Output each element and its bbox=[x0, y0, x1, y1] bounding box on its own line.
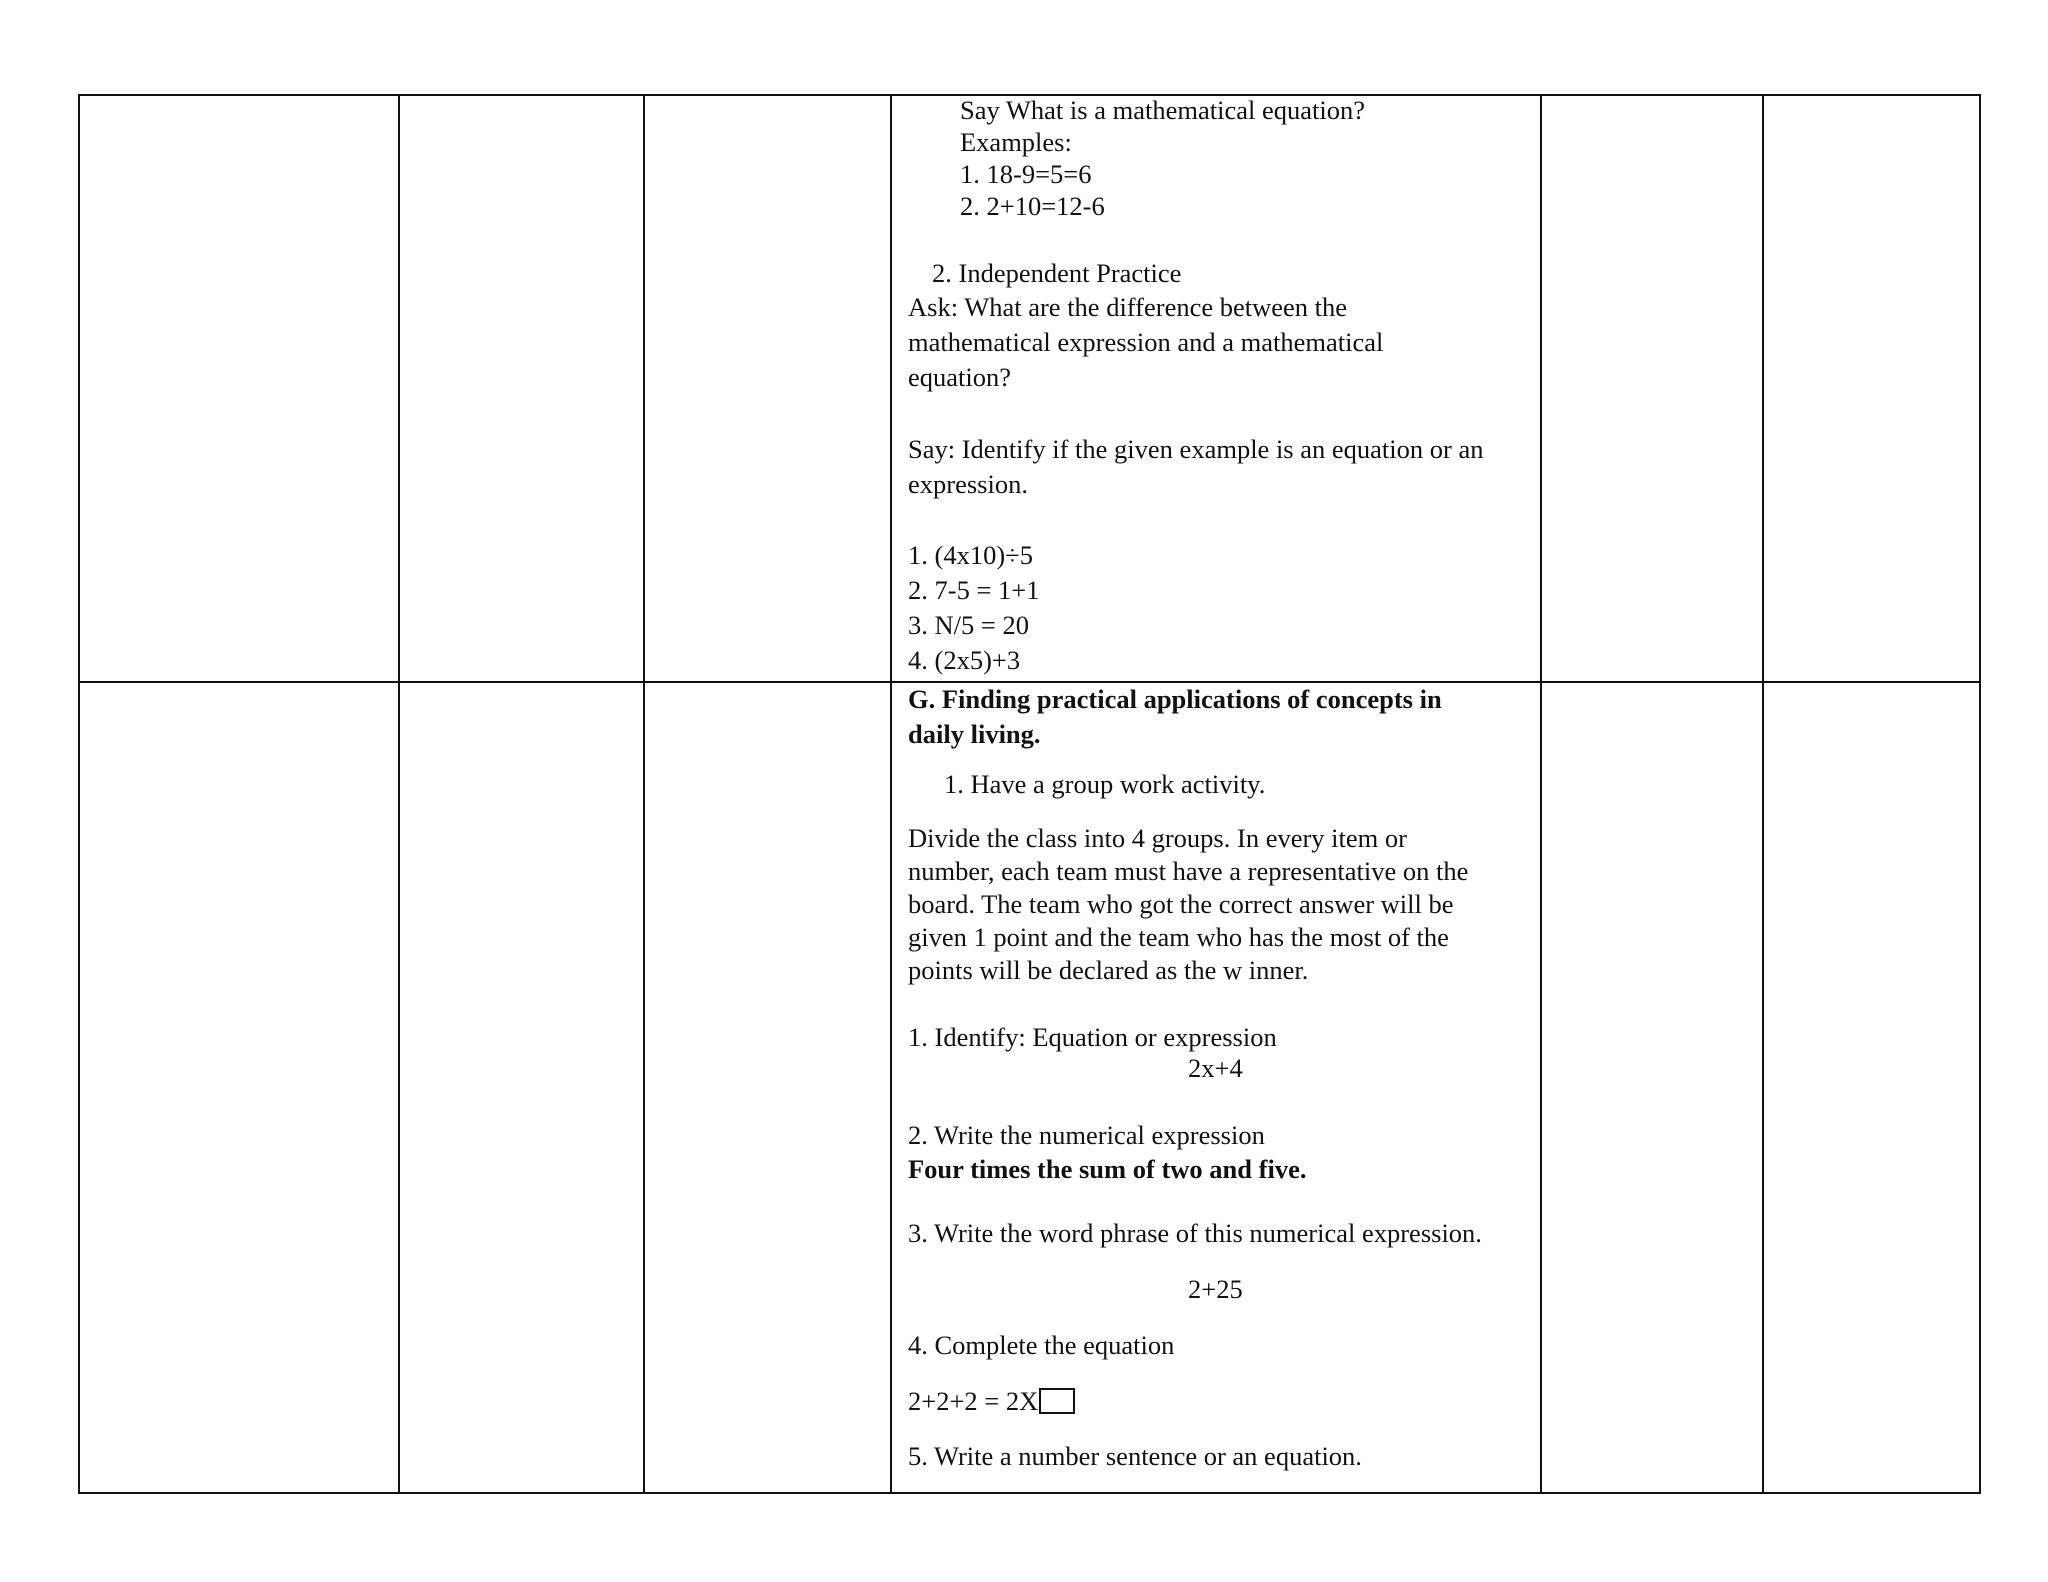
say-line: Say: Identify if the given example is an equation or an bbox=[908, 434, 1484, 464]
question-4-label: 4. Complete the equation bbox=[908, 1330, 1175, 1360]
list-item: 1. (4x10)÷5 bbox=[908, 540, 1033, 570]
ask-line: mathematical expression and a mathematical bbox=[908, 327, 1384, 357]
equation-text: 2+2+2 = 2X bbox=[908, 1386, 1039, 1416]
list-item: 2. 7-5 = 1+1 bbox=[908, 575, 1040, 605]
column-divider bbox=[643, 96, 645, 1492]
intro-line: Say What is a mathematical equation? bbox=[960, 95, 1365, 125]
question-2-label: 2. Write the numerical expression bbox=[908, 1120, 1265, 1150]
answer-box bbox=[1039, 1388, 1075, 1414]
intro-line: 2. 2+10=12-6 bbox=[960, 191, 1105, 221]
list-item: 3. N/5 = 20 bbox=[908, 610, 1029, 640]
question-4-equation bbox=[908, 1384, 1482, 1418]
divide-line: given 1 point and the team who has the most of the bbox=[908, 922, 1449, 952]
question-1-label: 1. Identify: Equation or expression bbox=[908, 1022, 1277, 1052]
ask-line: Ask: What are the difference between the bbox=[908, 292, 1348, 322]
column-divider bbox=[1540, 96, 1542, 1492]
practice-heading: 2. Independent Practice bbox=[932, 258, 1182, 288]
question-3-expression: 2+25 bbox=[1188, 1274, 1243, 1304]
list-item: 4. (2x5)+3 bbox=[908, 645, 1021, 675]
say-line: expression. bbox=[908, 469, 1028, 499]
ask-line: equation? bbox=[908, 362, 1012, 392]
question-5-label: 5. Write a number sentence or an equation. bbox=[908, 1441, 1362, 1471]
question-2-phrase: Four times the sum of two and five. bbox=[908, 1154, 1307, 1184]
column-divider bbox=[398, 96, 400, 1492]
divide-line: number, each team must have a representative on the bbox=[908, 856, 1469, 886]
section-heading: G. Finding practical applications of concepts in bbox=[908, 684, 1442, 714]
column-divider bbox=[890, 96, 892, 1492]
question-3-label: 3. Write the word phrase of this numerical expression. bbox=[908, 1218, 1482, 1248]
row2-content-cell bbox=[908, 682, 1482, 1473]
column-divider bbox=[1762, 96, 1764, 1492]
section-heading: daily living. bbox=[908, 719, 1041, 749]
divide-line: points will be declared as the w inner. bbox=[908, 955, 1309, 985]
intro-line: Examples: bbox=[960, 127, 1072, 157]
question-1-expression: 2x+4 bbox=[1188, 1053, 1243, 1083]
activity-instruction: 1. Have a group work activity. bbox=[944, 769, 1266, 799]
intro-line: 1. 18-9=5=6 bbox=[960, 159, 1092, 189]
divide-line: board. The team who got the correct answer will be bbox=[908, 889, 1454, 919]
divide-line: Divide the class into 4 groups. In every item or bbox=[908, 823, 1407, 853]
row1-content-cell bbox=[908, 94, 1483, 678]
lesson-plan-table bbox=[78, 94, 1981, 1494]
